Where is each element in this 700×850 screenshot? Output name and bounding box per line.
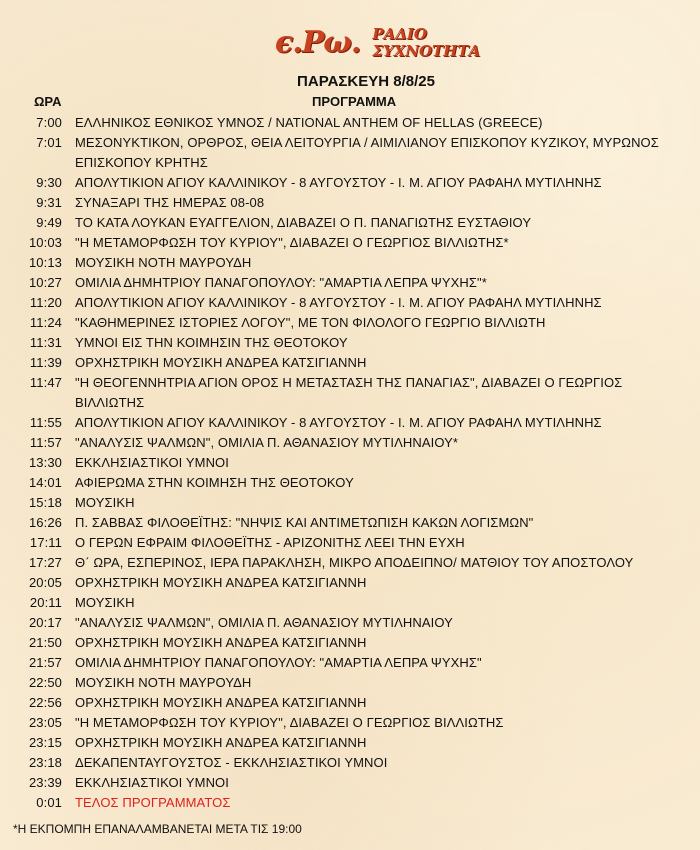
schedule-program: ΟΜΙΛΙΑ ΔΗΜΗΤΡΙΟΥ ΠΑΝΑΓΟΠΟΥΛΟΥ: "ΑΜΑΡΤΙΑ ΛΕΠΡΑ ΨΥΧΗΣ"* bbox=[75, 275, 487, 290]
schedule-time: 9:30 bbox=[36, 175, 62, 190]
schedule-program: "Η ΜΕΤΑΜΟΡΦΩΣΗ ΤΟΥ ΚΥΡΙΟΥ", ΔΙΑΒΑΖΕΙ Ο ΓΕΩΡΓΙΟΣ ΒΙΛΛΙΩΤΗΣ bbox=[75, 715, 504, 730]
schedule-time: 23:18 bbox=[28, 755, 62, 770]
schedule-program: Π. ΣΑΒΒΑΣ ΦΙΛΟΘΕΪΤΗΣ: "ΝΗΨΙΣ ΚΑΙ ΑΝΤΙΜΕΤΩΠΙΣΗ ΚΑΚΩΝ ΛΟΓΙΣΜΩΝ" bbox=[75, 515, 534, 530]
schedule-row bbox=[0, 453, 700, 473]
schedule-program: ΟΡΧΗΣΤΡΙΚΗ ΜΟΥΣΙΚΗ ΑΝΔΡΕΑ ΚΑΤΣΙΓΙΑΝΝΗ bbox=[75, 735, 367, 750]
schedule-time: 20:05 bbox=[28, 575, 62, 590]
schedule-row bbox=[0, 553, 700, 573]
schedule-program: "Η ΘΕΟΓΕΝΝΗΤΡΙΑ ΑΓΙΟΝ ΟΡΟΣ Η ΜΕΤΑΣΤΑΣΗ ΤΗΣ ΠΑΝΑΓΙΑΣ", ΔΙΑΒΑΖΕΙ Ο ΓΕΩΡΓΙΟΣ ΒΙΛΛΙΩΤΗΣ bbox=[75, 375, 623, 410]
schedule-time: 11:31 bbox=[29, 335, 62, 350]
footnote: *Η ΕΚΠΟΜΠΗ ΕΠΑΝΑΛΑΜΒΑΝΕΤΑΙ ΜΕΤΑ ΤΙΣ 19:00 bbox=[13, 822, 302, 836]
schedule-program: ΜΟΥΣΙΚΗ bbox=[75, 595, 135, 610]
schedule-time: 13:30 bbox=[28, 455, 62, 470]
schedule-row bbox=[0, 333, 700, 353]
schedule-time: 11:57 bbox=[29, 435, 62, 450]
schedule-row bbox=[0, 733, 700, 753]
schedule-row bbox=[0, 613, 700, 633]
schedule-time: 11:39 bbox=[29, 355, 62, 370]
schedule-time: 16:26 bbox=[28, 515, 62, 530]
schedule-row bbox=[0, 253, 700, 273]
schedule-time: 9:49 bbox=[36, 215, 62, 230]
schedule-time: 10:27 bbox=[28, 275, 62, 290]
schedule-time: 17:27 bbox=[28, 555, 62, 570]
schedule-program: ΕΚΚΛΗΣΙΑΣΤΙΚΟΙ ΥΜΝΟΙ bbox=[75, 775, 229, 790]
schedule-time: 23:05 bbox=[28, 715, 62, 730]
schedule-row bbox=[0, 373, 700, 413]
schedule-time: 10:13 bbox=[28, 255, 62, 270]
schedule-time: 20:17 bbox=[28, 615, 62, 630]
schedule-row bbox=[0, 713, 700, 733]
schedule-time: 11:20 bbox=[29, 295, 62, 310]
schedule-row bbox=[0, 693, 700, 713]
schedule-program: ΥΜΝΟΙ ΕΙΣ ΤΗΝ ΚΟΙΜΗΣΙΝ ΤΗΣ ΘΕΟΤΟΚΟΥ bbox=[75, 335, 348, 350]
schedule-program: "Η ΜΕΤΑΜΟΡΦΩΣΗ ΤΟΥ ΚΥΡΙΟΥ", ΔΙΑΒΑΖΕΙ Ο ΓΕΩΡΓΙΟΣ ΒΙΛΛΙΩΤΗΣ* bbox=[75, 235, 509, 250]
schedule-time: 15:18 bbox=[28, 495, 62, 510]
schedule-row bbox=[0, 213, 700, 233]
schedule-program: ΑΦΙΕΡΩΜΑ ΣΤΗΝ ΚΟΙΜΗΣΗ ΤΗΣ ΘΕΟΤΟΚΟΥ bbox=[75, 475, 354, 490]
schedule-program: ΟΜΙΛΙΑ ΔΗΜΗΤΡΙΟΥ ΠΑΝΑΓΟΠΟΥΛΟΥ: "ΑΜΑΡΤΙΑ ΛΕΠΡΑ ΨΥΧΗΣ" bbox=[75, 655, 482, 670]
schedule-row bbox=[0, 113, 700, 133]
schedule-program: ΜΟΥΣΙΚΗ ΝΟΤΗ ΜΑΥΡΟΥΔΗ bbox=[75, 675, 252, 690]
schedule-row bbox=[0, 433, 700, 453]
schedule-row bbox=[0, 173, 700, 193]
logo-line-2: ΣΥΧΝΟΤΗΤΑ bbox=[372, 42, 481, 60]
schedule-time: 21:57 bbox=[28, 655, 62, 670]
day-title: ΠΑΡΑΣΚΕΥΗ 8/8/25 bbox=[297, 73, 435, 90]
schedule-program: ΑΠΟΛΥΤΙΚΙΟΝ ΑΓΙΟΥ ΚΑΛΛΙΝΙΚΟΥ - 8 ΑΥΓΟΥΣΤΟΥ - Ι. Μ. ΑΓΙΟΥ ΡΑΦΑΗΛ ΜΥΤΙΛΗΝΗΣ bbox=[75, 175, 602, 190]
schedule-row bbox=[0, 193, 700, 213]
schedule-time: 7:01 bbox=[36, 135, 62, 150]
schedule-program: "ΑΝΑΛΥΣΙΣ ΨΑΛΜΩΝ", ΟΜΙΛΙΑ Π. ΑΘΑΝΑΣΙΟΥ ΜΥΤΙΛΗΝΑΙΟΥ* bbox=[75, 435, 459, 450]
schedule-row bbox=[0, 673, 700, 693]
schedule-time: 11:47 bbox=[29, 375, 62, 390]
schedule-row bbox=[0, 793, 700, 813]
schedule-program: ΟΡΧΗΣΤΡΙΚΗ ΜΟΥΣΙΚΗ ΑΝΔΡΕΑ ΚΑΤΣΙΓΙΑΝΝΗ bbox=[75, 635, 367, 650]
schedule-row bbox=[0, 353, 700, 373]
schedule-time: 17:11 bbox=[29, 535, 62, 550]
schedule-time: 20:11 bbox=[29, 595, 62, 610]
schedule-row bbox=[0, 313, 700, 333]
schedule-row bbox=[0, 753, 700, 773]
schedule-row bbox=[0, 413, 700, 433]
schedule-row bbox=[0, 133, 700, 173]
schedule-program: ΟΡΧΗΣΤΡΙΚΗ ΜΟΥΣΙΚΗ ΑΝΔΡΕΑ ΚΑΤΣΙΓΙΑΝΝΗ bbox=[75, 355, 367, 370]
schedule-program: ΜΟΥΣΙΚΗ bbox=[75, 495, 135, 510]
schedule-program: ΑΠΟΛΥΤΙΚΙΟΝ ΑΓΙΟΥ ΚΑΛΛΙΝΙΚΟΥ - 8 ΑΥΓΟΥΣΤΟΥ - Ι. Μ. ΑΓΙΟΥ ΡΑΦΑΗΛ ΜΥΤΙΛΗΝΗΣ bbox=[75, 295, 602, 310]
schedule-row bbox=[0, 293, 700, 313]
schedule-time: 23:39 bbox=[28, 775, 62, 790]
schedule-row bbox=[0, 573, 700, 593]
schedule-time: 7:00 bbox=[36, 115, 62, 130]
schedule-time: 0:01 bbox=[36, 795, 62, 810]
schedule-row bbox=[0, 513, 700, 533]
schedule-program: Ο ΓΕΡΩΝ ΕΦΡΑΙΜ ΦΙΛΟΘΕΪΤΗΣ - ΑΡΙΖΟΝΙΤΗΣ ΛΕΕΙ ΤΗΝ ΕΥΧΗ bbox=[75, 535, 465, 550]
schedule-program: "ΚΑΘΗΜΕΡΙΝΕΣ ΙΣΤΟΡΙΕΣ ΛΟΓΟΥ", ΜΕ ΤΟΝ ΦΙΛΟΛΟΓΟ ΓΕΩΡΓΙΟ ΒΙΛΛΙΩΤΗ bbox=[75, 315, 546, 330]
schedule-row bbox=[0, 273, 700, 293]
schedule-time: 22:50 bbox=[28, 675, 62, 690]
schedule-program: "ΑΝΑΛΥΣΙΣ ΨΑΛΜΩΝ", ΟΜΙΛΙΑ Π. ΑΘΑΝΑΣΙΟΥ ΜΥΤΙΛΗΝΑΙΟΥ bbox=[75, 615, 453, 630]
schedule-program: ΜΟΥΣΙΚΗ ΝΟΤΗ ΜΑΥΡΟΥΔΗ bbox=[75, 255, 252, 270]
logo-line-1: ΡΑΔΙΟ bbox=[372, 25, 427, 43]
schedule-program: ΣΥΝΑΞΑΡΙ ΤΗΣ ΗΜΕΡΑΣ 08-08 bbox=[75, 195, 265, 210]
schedule-row bbox=[0, 233, 700, 253]
schedule-row bbox=[0, 493, 700, 513]
schedule-program: Θ΄ ΩΡΑ, ΕΣΠΕΡΙΝΟΣ, ΙΕΡΑ ΠΑΡΑΚΛΗΣΗ, ΜΙΚΡΟ ΑΠΟΔΕΙΠΝΟ/ ΜΑΤΘΙΟΥ ΤΟΥ ΑΠΟΣΤΟΛΟΥ bbox=[75, 555, 634, 570]
schedule-row bbox=[0, 473, 700, 493]
logo-mark: ϵ.Ρω. bbox=[275, 25, 361, 60]
schedule-time: 22:56 bbox=[28, 695, 62, 710]
column-header-program: ΠΡΟΓΡΑΜΜΑ bbox=[312, 94, 397, 109]
logo-text bbox=[372, 26, 480, 60]
schedule-time: 10:03 bbox=[28, 235, 62, 250]
schedule-program: ΕΛΛΗΝΙΚΟΣ ΕΘΝΙΚΟΣ ΥΜΝΟΣ / NATIONAL ANTHEM OF HELLAS (GREECE) bbox=[75, 115, 543, 130]
schedule-row bbox=[0, 773, 700, 793]
schedule-row bbox=[0, 593, 700, 613]
schedule-time: 9:31 bbox=[36, 195, 62, 210]
schedule-program: ΟΡΧΗΣΤΡΙΚΗ ΜΟΥΣΙΚΗ ΑΝΔΡΕΑ ΚΑΤΣΙΓΙΑΝΝΗ bbox=[75, 695, 367, 710]
schedule-time: 21:50 bbox=[28, 635, 62, 650]
station-logo bbox=[275, 26, 480, 60]
schedule-row bbox=[0, 653, 700, 673]
column-header-time: ΩΡΑ bbox=[34, 94, 62, 109]
schedule-list bbox=[0, 113, 700, 813]
schedule-row bbox=[0, 533, 700, 553]
schedule-time: 11:24 bbox=[29, 315, 62, 330]
schedule-program: ΜΕΣΟΝΥΚΤΙΚΟΝ, ΟΡΘΡΟΣ, ΘΕΙΑ ΛΕΙΤΟΥΡΓΙΑ / ΑΙΜΙΛΙΑΝΟΥ ΕΠΙΣΚΟΠΟΥ ΚΥΖΙΚΟΥ, ΜΥΡΩΝΟΣ ΕΠΙΣΚΟΠΟΥ ΚΡΗΤΗΣ bbox=[75, 135, 659, 170]
schedule-time: 11:55 bbox=[29, 415, 62, 430]
schedule-program: ΔΕΚΑΠΕΝΤΑΥΓΟΥΣΤΟΣ - ΕΚΚΛΗΣΙΑΣΤΙΚΟΙ ΥΜΝΟΙ bbox=[75, 755, 388, 770]
schedule-program: ΤΕΛΟΣ ΠΡΟΓΡΑΜΜΑΤΟΣ bbox=[75, 795, 231, 810]
schedule-program: ΑΠΟΛΥΤΙΚΙΟΝ ΑΓΙΟΥ ΚΑΛΛΙΝΙΚΟΥ - 8 ΑΥΓΟΥΣΤΟΥ - Ι. Μ. ΑΓΙΟΥ ΡΑΦΑΗΛ ΜΥΤΙΛΗΝΗΣ bbox=[75, 415, 602, 430]
schedule-program: ΟΡΧΗΣΤΡΙΚΗ ΜΟΥΣΙΚΗ ΑΝΔΡΕΑ ΚΑΤΣΙΓΙΑΝΝΗ bbox=[75, 575, 367, 590]
schedule-time: 14:01 bbox=[28, 475, 62, 490]
schedule-row bbox=[0, 633, 700, 653]
schedule-program: ΤΟ ΚΑΤΑ ΛΟΥΚΑΝ ΕΥΑΓΓΕΛΙΟΝ, ΔΙΑΒΑΖΕΙ Ο Π. ΠΑΝΑΓΙΩΤΗΣ ΕΥΣΤΑΘΙΟΥ bbox=[75, 215, 532, 230]
schedule-program: ΕΚΚΛΗΣΙΑΣΤΙΚΟΙ ΥΜΝΟΙ bbox=[75, 455, 229, 470]
schedule-time: 23:15 bbox=[28, 735, 62, 750]
